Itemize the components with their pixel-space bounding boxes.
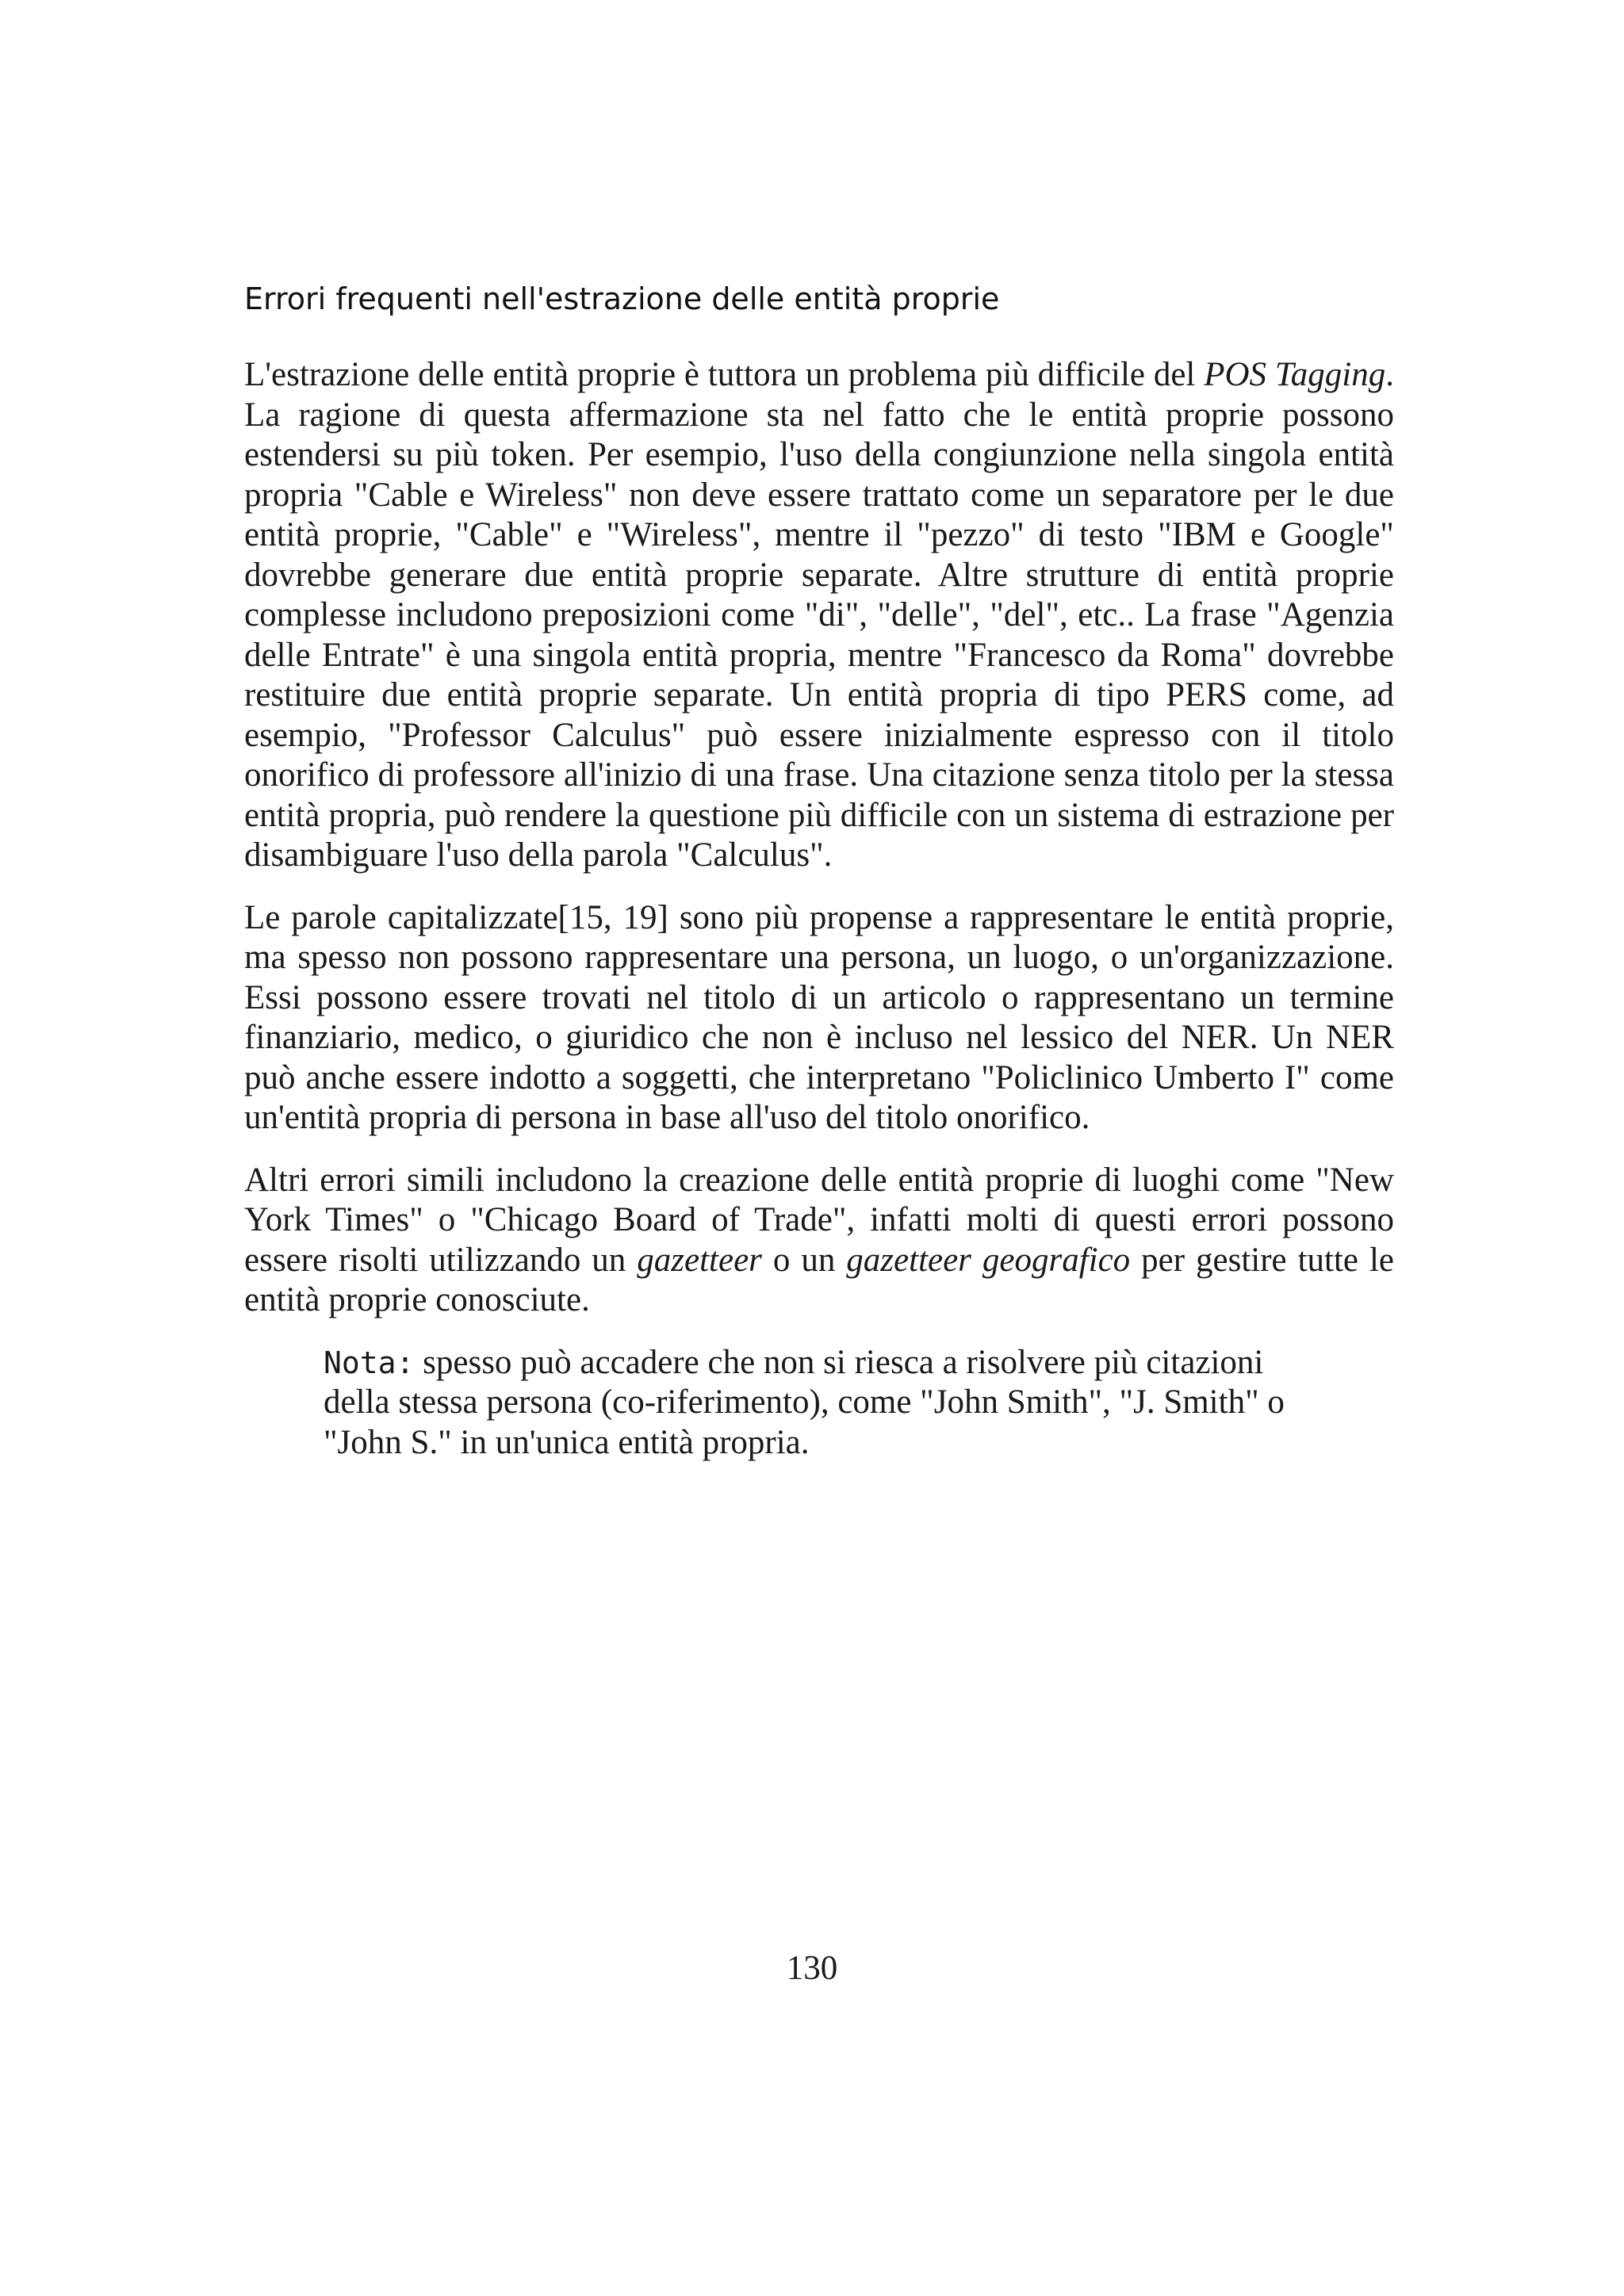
paragraph-1 <box>244 355 1394 876</box>
paragraph-3-emphasis-geographic: gazetteer geografico <box>846 1241 1131 1279</box>
body-text <box>244 355 1394 1463</box>
paragraph-1-text-a: L'estrazione delle entità proprie è tuttora un problema più difficile del <box>244 356 1205 393</box>
paragraph-3 <box>244 1161 1394 1321</box>
paragraph-2: Le parole capitalizzate[15, 19] sono più propense a rappresentare le entità proprie, ma spesso non possono rappresentare una persona, un luogo, o un'organizzazione. Essi possono essere trovati nel titolo di un articolo o rappresentano un termine finanziario, medico, o giuridico che non è incluso nel lessico del NER. Un NER può anche essere indotto a soggetti, che interpretano "Policlinico Umberto I" come un'entità propria di persona in base all'uso del titolo onorifico. <box>244 898 1394 1136</box>
note-text: spesso può accadere che non si riesca a risolvere più citazioni della stessa persona (co-riferimento), come "John Smith", "J. Smith" o "John S." in un'unica entità propria. <box>324 1343 1285 1461</box>
paragraph-1-text-b: . La ragione di questa affermazione sta nel fatto che le entità proprie possono estendersi su più token. Per esempio, l'uso della congiunzione nella singola entità propria "Cable e Wireless" non deve essere trattato come un separatore per le due entità proprie, "Cable" e "Wireless", mentre il "pezzo" di testo "IBM e Google" dovrebbe generare due entità proprie separate. Altre strutture di entità proprie complesse includono preposizioni come "di", "delle", "del", etc.. La frase "Agenzia delle Entrate" è una singola entità propria, mentre "Francesco da Roma" dovrebbe restituire due entità proprie separate. Un entità propria di tipo PERS come, ad esempio, "Professor Calculus" può essere inizialmente espresso con il titolo onorifico di professore all'inizio di una frase. Una citazione senza titolo per la stessa entità propria, può rendere la questione più difficile con un sistema di estrazione per disambiguare l'uso della parola "Calculus". <box>244 356 1395 874</box>
note-block <box>324 1343 1315 1464</box>
page-number: 130 <box>786 1950 838 1987</box>
paragraph-3-text-a: Altri errori simili includono la creazione delle entità proprie di luoghi come "New York Times" o "Chicago Board of Trade", infatti molti di questi errori possono essere risolti utilizzando un <box>244 1161 1394 1279</box>
note-label: Nota: <box>324 1345 415 1380</box>
paragraph-3-emphasis-gazetteer: gazetteer <box>637 1241 762 1279</box>
section-heading: Errori frequenti nell'estrazione delle entità proprie <box>244 281 1000 316</box>
paragraph-1-emphasis: POS Tagging <box>1204 356 1386 393</box>
paragraph-3-text-b: o un <box>761 1241 847 1279</box>
paragraph-3-text-c: per gestire tutte le entità proprie conosciute. <box>244 1241 1395 1318</box>
